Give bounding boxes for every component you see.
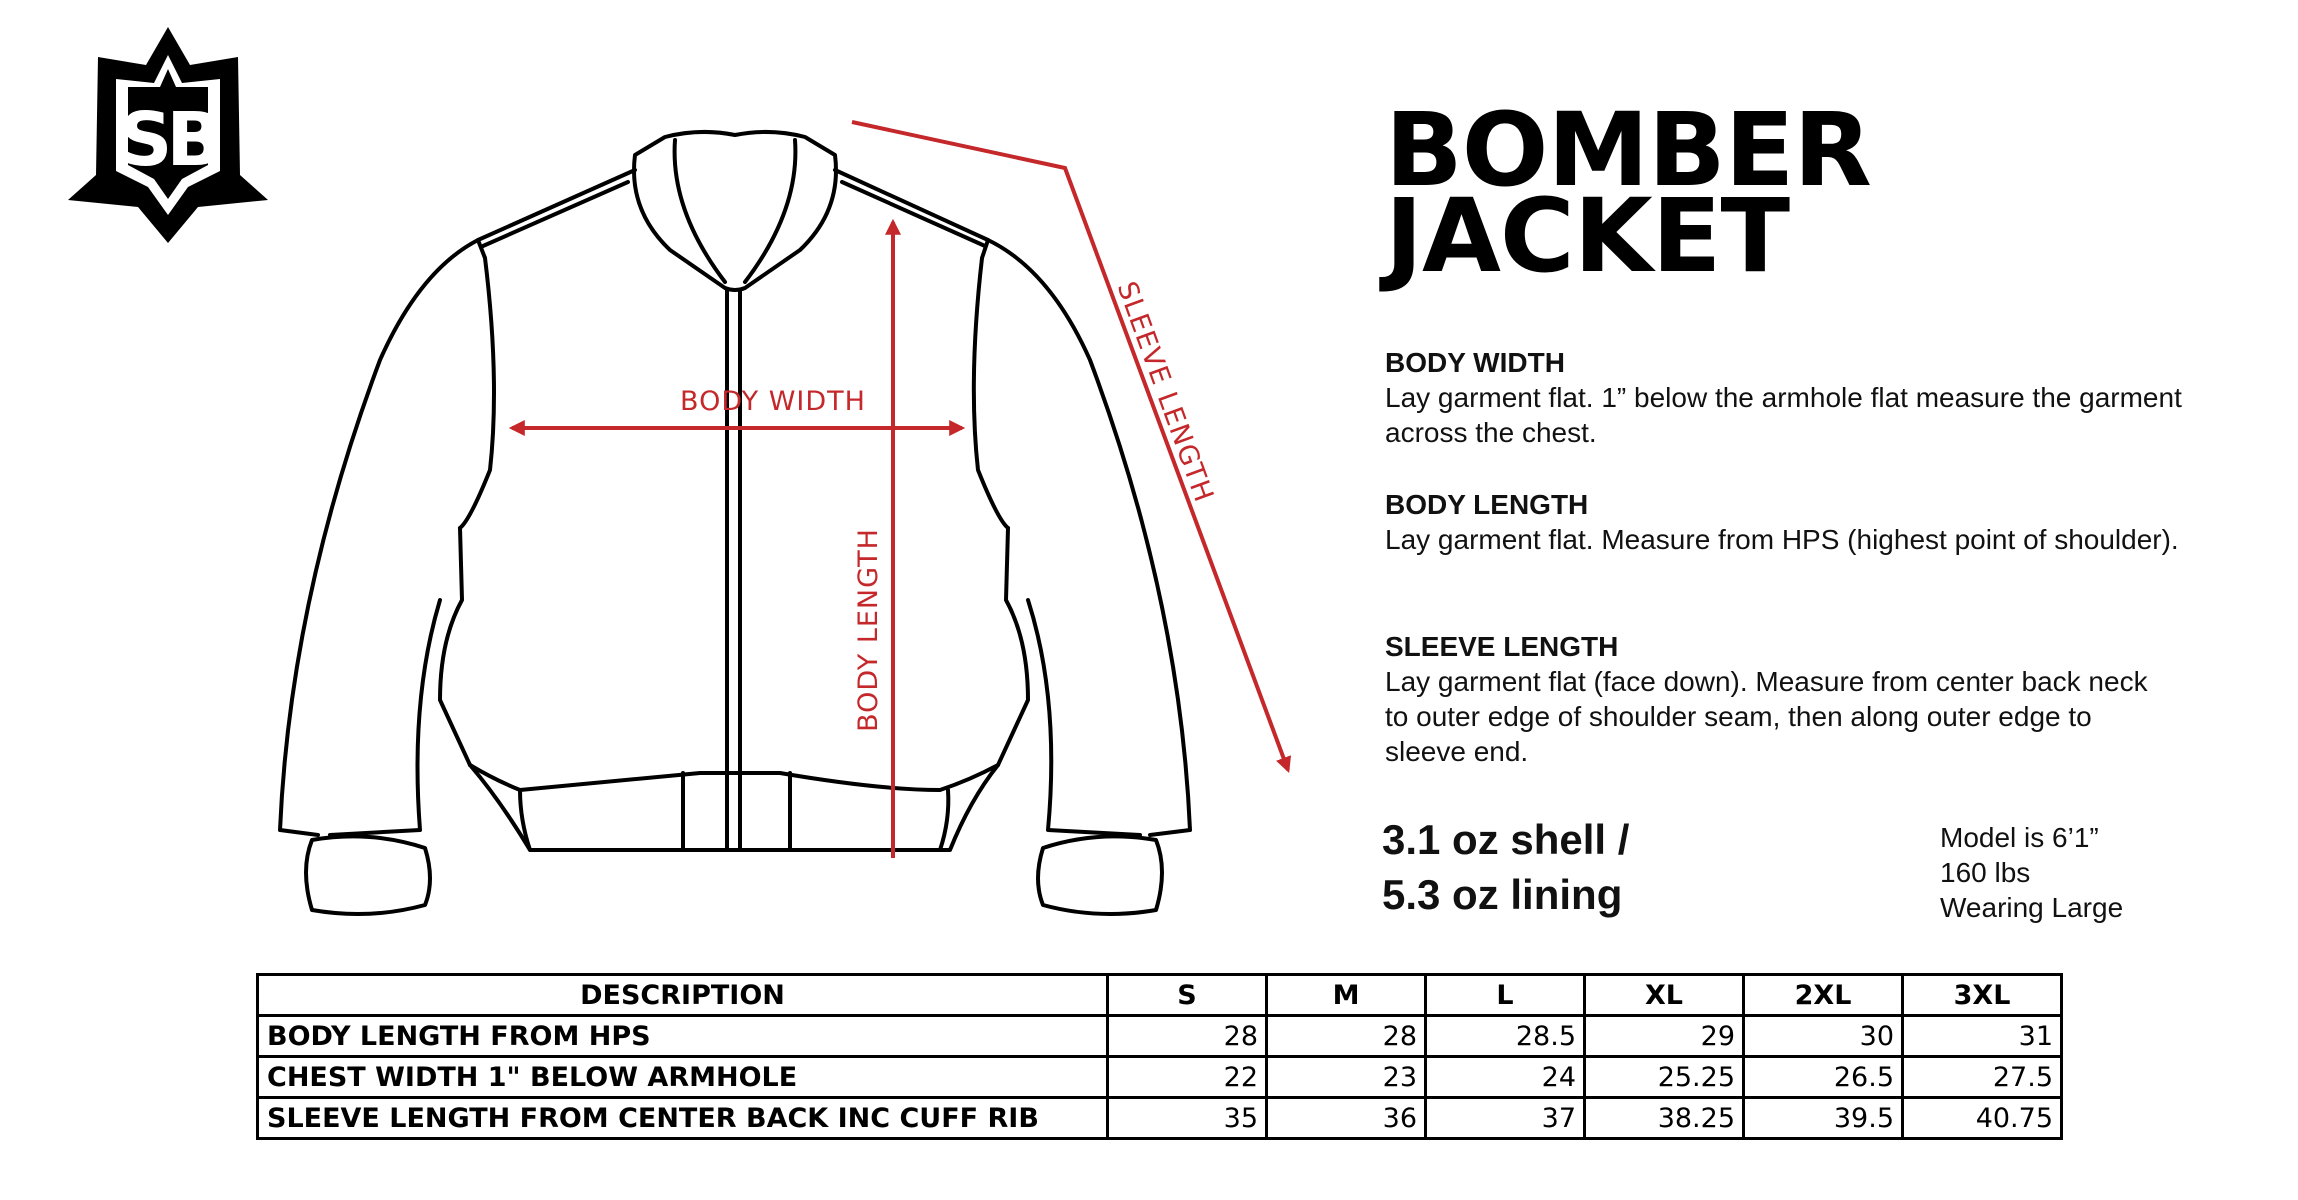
header-size-xl: XL (1585, 975, 1744, 1016)
cell-value: 23 (1267, 1057, 1426, 1098)
spec-heading: BODY WIDTH (1385, 347, 1565, 378)
spec-text: Lay garment flat. 1” below the armhole flat measure the garment across the chest. (1385, 382, 2182, 448)
cell-value: 35 (1108, 1098, 1267, 1139)
cell-value: 36 (1267, 1098, 1426, 1139)
cell-value: 39.5 (1744, 1098, 1903, 1139)
spec-sleeve-length (1385, 630, 2165, 769)
cell-value: 28 (1108, 1016, 1267, 1057)
row-label: BODY LENGTH FROM HPS (258, 1016, 1108, 1057)
bomber-jacket-outline-icon (280, 132, 1190, 914)
table-row (258, 1098, 2062, 1139)
spec-heading: BODY LENGTH (1385, 489, 1589, 520)
model-info (1940, 820, 2123, 925)
cell-value: 38.25 (1585, 1098, 1744, 1139)
spec-heading: SLEEVE LENGTH (1385, 631, 1619, 662)
bomber-jacket-diagram (0, 0, 1320, 960)
header-size-3xl: 3XL (1903, 975, 2062, 1016)
cell-value: 28 (1267, 1016, 1426, 1057)
cell-value: 30 (1744, 1016, 1903, 1057)
sleeve-length-label: SLEEVE LENGTH (1110, 277, 1220, 507)
spec-body-width (1385, 346, 2185, 450)
table-header-row (258, 975, 2062, 1016)
cell-value: 26.5 (1744, 1057, 1903, 1098)
page-title (1385, 91, 1871, 296)
title-line-1: BOMBER (1385, 91, 1871, 210)
body-width-label: BODY WIDTH (680, 386, 866, 417)
fabric-shell: 3.1 oz shell / (1382, 816, 1630, 863)
cell-value: 28.5 (1426, 1016, 1585, 1057)
svg-text:SB: SB (119, 97, 217, 183)
row-label: SLEEVE LENGTH FROM CENTER BACK INC CUFF RIB (258, 1098, 1108, 1139)
fabric-weight (1382, 812, 1629, 922)
header-size-2xl: 2XL (1744, 975, 1903, 1016)
cell-value: 27.5 (1903, 1057, 2062, 1098)
row-label: CHEST WIDTH 1" BELOW ARMHOLE (258, 1057, 1108, 1098)
body-length-label: BODY LENGTH (853, 528, 884, 732)
spec-text: Lay garment flat. Measure from HPS (highest point of shoulder). (1385, 524, 2179, 555)
cell-value: 22 (1108, 1057, 1267, 1098)
table-row (258, 1057, 2062, 1098)
title-line-2: JACKET (1385, 177, 1790, 296)
header-size-s: S (1108, 975, 1267, 1016)
cell-value: 25.25 (1585, 1057, 1744, 1098)
header-description: DESCRIPTION (258, 975, 1108, 1016)
cell-value: 40.75 (1903, 1098, 2062, 1139)
model-weight: 160 lbs (1940, 857, 2031, 888)
spec-text: Lay garment flat (face down). Measure from center back neck to outer edge of shoulder seam, then along outer edge to sleeve end. (1385, 666, 2148, 767)
cell-value: 29 (1585, 1016, 1744, 1057)
cell-value: 37 (1426, 1098, 1585, 1139)
header-size-m: M (1267, 975, 1426, 1016)
model-height: Model is 6’1” (1940, 822, 2099, 853)
size-chart-table (256, 973, 2063, 1140)
spec-body-length (1385, 488, 2185, 557)
cell-value: 24 (1426, 1057, 1585, 1098)
header-size-l: L (1426, 975, 1585, 1016)
cell-value: 31 (1903, 1016, 2062, 1057)
fabric-lining: 5.3 oz lining (1382, 871, 1623, 918)
model-size: Wearing Large (1940, 892, 2124, 923)
table-row (258, 1016, 2062, 1057)
